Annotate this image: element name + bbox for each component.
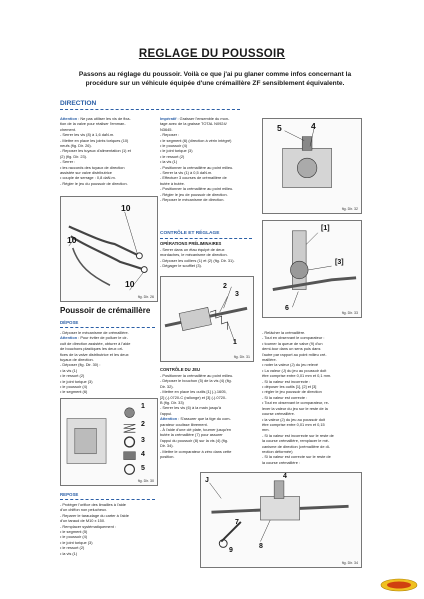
- figure-dir-26: [60, 196, 158, 302]
- text-line: • La valeur (J) du jeu au poussoir doit: [262, 367, 327, 373]
- text-line: • régler le jeu poussoir de direction: [262, 389, 322, 395]
- text-line: - Déposer (fig. Dir. 30) :: [60, 362, 101, 368]
- text-line: • la vis (1): [60, 550, 78, 556]
- text-line: Dir. 32).: [160, 383, 174, 389]
- text-line: fices de la valve distributrice et les deux: [60, 351, 129, 357]
- fig-label: 4: [283, 473, 287, 480]
- text-line: - Régler le jeu du poussoir de direction.: [60, 180, 128, 186]
- fig-label: J: [205, 477, 209, 484]
- text-line: l'appui du poussoir (8) sur la vis (4) (fig.: [160, 437, 228, 443]
- text-line: Attention : Pour éviter de polluer le cir-: [60, 335, 128, 341]
- fig-label: 9: [229, 547, 233, 554]
- text-line: canisme de direction (crémaillère de di-: [262, 443, 330, 449]
- text-line: N3645.: [160, 126, 173, 132]
- text-line: • noter la valeur (J) du jeu relevé: [262, 362, 319, 368]
- figure-dir-30: [60, 398, 158, 486]
- text-line: - Reparer le taraudage du carter à l'aide: [60, 512, 129, 518]
- text-line: d'un taraud de M10 x 150.: [60, 518, 106, 524]
- text-line: - Si la valeur est correcte :: [262, 394, 308, 400]
- text-line: parateur coulisse librement.: [160, 421, 208, 427]
- text-line: • Tout en observant le comparateur, re-: [262, 400, 330, 406]
- text-line: Attention : Ne pas utiliser les vis de fixa-: [60, 116, 131, 121]
- text-line: - Dégager le soufflet (3).: [160, 263, 202, 269]
- section-rule: [60, 109, 240, 110]
- text-line: butée la crémaillère (7) pour assurer: [160, 432, 223, 438]
- fig-label: 7: [235, 519, 239, 526]
- text-line: d'un chiffon non pelucheux.: [60, 507, 108, 513]
- text-line: • le poussoir (4): [60, 534, 88, 540]
- text-line: • le ressort (2): [160, 153, 185, 159]
- text-line: - Serrer la vis (1) à 0,5 daN.m.: [160, 170, 213, 176]
- logo-mark: [380, 578, 418, 592]
- fig-label: 6: [285, 305, 289, 312]
- fig-label: 3: [235, 291, 239, 298]
- gauge-diagram: [263, 221, 361, 317]
- text-line: - Tout en observant le comparateur :: [262, 335, 325, 341]
- text-line: la course crémaillère, remplacer le mé-: [262, 438, 330, 444]
- text-line: chement.: [60, 126, 77, 132]
- ops-heading: OPÉRATIONS PRÉLIMINAIRES: [160, 241, 222, 246]
- text-line: course crémaillère.: [262, 411, 295, 417]
- fig-label: 2: [223, 283, 227, 290]
- text-line: • le joint torique (3): [60, 539, 93, 545]
- fig-label: [3]: [335, 259, 344, 266]
- figure-caption: fig. Dir. 34: [341, 561, 358, 565]
- text-line: - Positionner la crémaillère au point milieu.: [160, 164, 234, 170]
- text-line: position.: [160, 454, 175, 460]
- fig-label: 10: [67, 235, 77, 245]
- text-line: la course crémaillère :: [262, 459, 301, 465]
- figure-caption: fig. Dir. 32: [341, 207, 358, 211]
- text-line: • le ressort (2): [60, 545, 85, 551]
- text-line: • le segment (5): [60, 529, 88, 535]
- attention-label: Attention: [60, 116, 78, 121]
- text-line: • couple de serrage : 0,8 daN.m.: [60, 175, 116, 181]
- section-rule: [60, 499, 155, 500]
- text-line: tage avec de la graisse TOTAL N0924/: [160, 121, 227, 127]
- fig-label: 1: [233, 339, 237, 346]
- text-line: - Positionner la crémaillère au point milieu.: [160, 186, 234, 192]
- text-line: l'autre par rapport au point milieu cré-: [262, 351, 327, 357]
- text-line: - Mettre en place les joints toriques (10): [60, 137, 129, 143]
- jeu-text: [160, 373, 255, 460]
- text-line: - Protéger l'orifice des limailles à l'aide: [60, 502, 126, 507]
- text-line: lever la valeur du jeu sur le reste de la: [262, 405, 328, 411]
- fig-label: 4: [311, 121, 316, 131]
- text-line: • le joint torique (3): [160, 148, 193, 154]
- text-line: tion de la valve pour réaliser l'emman-: [60, 121, 126, 127]
- text-line: [2] (-).0720-C (rallonge) et [3] (-).0720-: [160, 394, 227, 400]
- rack-diagram: [161, 277, 253, 361]
- text-line: butée à butée.: [160, 180, 185, 186]
- subheading-ops: [160, 241, 221, 246]
- subheading-depose: DÉPOSE: [60, 320, 79, 325]
- text-line: Impératif : Graisser l'ensemble du mon-: [160, 116, 230, 121]
- attention-label: Impératif: [160, 116, 177, 121]
- text-line: • la vis (1): [160, 159, 178, 165]
- text-line: - Déposer les colliers (1) et (2) (fig. Dir. 31).: [160, 257, 235, 263]
- text-line: demi-tour dans un sens puis dans: [262, 346, 321, 352]
- text-line: • le segment (6): [60, 389, 88, 395]
- section-heading-direction: DIRECTION: [60, 100, 97, 107]
- fig-label: 5: [277, 123, 282, 133]
- direction-column-1: [60, 116, 155, 186]
- text-line: - Si la valeur est incorrecte sur le reste de: [262, 432, 334, 438]
- text-line: • le joint torique (3): [60, 378, 93, 384]
- text-line: - Mettre en place les outils [1] (-).1605,: [160, 389, 227, 395]
- section-rule: [160, 238, 252, 239]
- figure-dir-31: [160, 276, 254, 362]
- text-line: de bouchons plastiques les deux ori-: [60, 346, 124, 352]
- intro-text: [50, 70, 380, 88]
- figure-caption: fig. Dir. 30: [137, 479, 154, 483]
- repose-text: [60, 502, 155, 556]
- jeu-heading: CONTRÔLE DU JEU: [160, 367, 201, 372]
- figure-caption: fig. Dir. 26: [137, 295, 154, 299]
- fig-label: 3: [141, 437, 145, 444]
- text-line: - Reposer le mécanisme de direction.: [160, 197, 225, 203]
- text-line: • tourner la queue de valve (9) d'un: [262, 340, 323, 346]
- figure-caption: fig. Dir. 33: [341, 311, 358, 315]
- text-line: - Serrer les vis (6) à la main jusqu'à: [160, 405, 222, 411]
- text-line: - Serrer les vis (8) à 1,6 daN.m.: [60, 132, 115, 138]
- intro-line: procédure sur un véhicule équipée d'une crémaillère ZF sensiblement équivalente.: [85, 80, 345, 87]
- text-line: assistée sur valve distributrice: [60, 170, 112, 176]
- text-line: Dir. 34).: [160, 443, 174, 449]
- subheading-jeu: [160, 367, 200, 372]
- fig-label: 2: [141, 421, 145, 428]
- figure-dir-34: [200, 472, 362, 568]
- figure-dir-33: [262, 220, 362, 318]
- text-line: - Reposer les tuyaux d'alimentation (1) et: [60, 148, 131, 154]
- text-line: • la vis (1): [60, 367, 78, 373]
- text-line: - Régler le jeu de poussoir de direction.: [160, 191, 228, 197]
- text-line: être comprise entre 0,01 mm et 0,15: [262, 421, 325, 427]
- text-line: neufs (fig. Dir. 26).: [60, 143, 92, 149]
- text-line: - À l'aide d'une clé plate, tourner jusqu'en: [160, 427, 232, 433]
- text-line: - Serrer :: [60, 159, 76, 165]
- text-line: l'appui.: [160, 410, 173, 416]
- section-heading-poussoir: Poussoir de crémaillère: [60, 306, 151, 315]
- text-line: - Si la valeur est correcte sur le reste de: [262, 454, 331, 460]
- fig-label: 1: [141, 403, 145, 410]
- text-line: Attention : S'assurer que la tige du com-: [160, 416, 231, 422]
- text-line: être comprise entre 0,01 mm et 0,1 mm.: [262, 373, 332, 379]
- fig-label: 10: [125, 279, 135, 289]
- depose-text: [60, 330, 155, 395]
- text-line: • les raccords des tuyaux de direction: [60, 164, 125, 170]
- text-line: - Positionner la crémaillère au point milieu.: [160, 373, 234, 378]
- fig-label: 4: [141, 451, 145, 458]
- fig-label: 10: [121, 203, 131, 213]
- valve-diagram: [263, 119, 361, 213]
- ops-text: [160, 247, 255, 269]
- text-line: maillère.: [262, 357, 277, 363]
- direction-column-2: [160, 116, 255, 203]
- text-line: mordaches, le mécanisme de direction.: [160, 252, 228, 258]
- fig-label: 8: [259, 543, 263, 550]
- text-line: - Remplacer systématiquement :: [60, 523, 117, 529]
- text-line: - Déposer le mécanisme de crémaillère.: [60, 330, 129, 335]
- site-logo: [380, 578, 418, 592]
- text-line: • la valeur (J) du jeu au poussoir doit: [262, 416, 325, 422]
- text-line: rection déformée): [262, 448, 293, 454]
- text-line: - Si la valeur est incorrecte :: [262, 378, 311, 384]
- page-title: REGLAGE DU POUSSOIR: [138, 48, 286, 60]
- text-line: - Serrer dans un étau équipé de deux: [160, 247, 225, 252]
- text-line: • le poussoir (4): [160, 143, 188, 149]
- text-line: tuyaux de direction.: [60, 357, 94, 363]
- text-line: B (fig. Dir. 33): [160, 400, 184, 406]
- attention-label: Attention: [60, 335, 78, 341]
- text-line: (2) (fig. Dir. 23).: [60, 153, 88, 159]
- text-line: - Effectuer 3 courses de crémaillère de: [160, 175, 227, 181]
- right-column-text: [262, 330, 362, 465]
- figure-dir-32: [262, 118, 362, 214]
- subheading-repose: REPOSE: [60, 492, 79, 497]
- fig-label: 5: [141, 465, 145, 472]
- text-line: - Déposer le bouchon (5) de la vis (4) (fig.: [160, 378, 232, 384]
- adjust-diagram: [201, 473, 361, 567]
- fig-label: [1]: [321, 225, 330, 232]
- intro-line: Passons au réglage du poussoir. Voilà ce que j'ai pu glaner comme infos concernant la: [78, 71, 352, 78]
- text-line: • le segment (6) (direction à vérin intégré): [160, 137, 232, 143]
- text-line: • déposer les outils [1], [2] et [3]: [262, 384, 317, 390]
- text-line: - Relâcher la crémaillère.: [262, 330, 306, 335]
- text-line: mm.: [262, 427, 270, 433]
- text-line: - Reposer :: [160, 132, 180, 138]
- text-line: cuit de direction assistée, obturer à l'aide: [60, 340, 131, 346]
- text-line: - Mettre le comparateur à zéro dans cette: [160, 448, 232, 454]
- figure-caption: fig. Dir. 31: [233, 355, 250, 359]
- pipe-diagram: [61, 197, 157, 301]
- section-heading-controle: CONTRÔLE ET RÉGLAGE: [160, 231, 220, 236]
- attention-label: Attention: [160, 416, 178, 422]
- section-rule: [60, 327, 155, 328]
- text-line: • le poussoir (4): [60, 384, 88, 390]
- text-line: • le ressort (2): [60, 373, 85, 379]
